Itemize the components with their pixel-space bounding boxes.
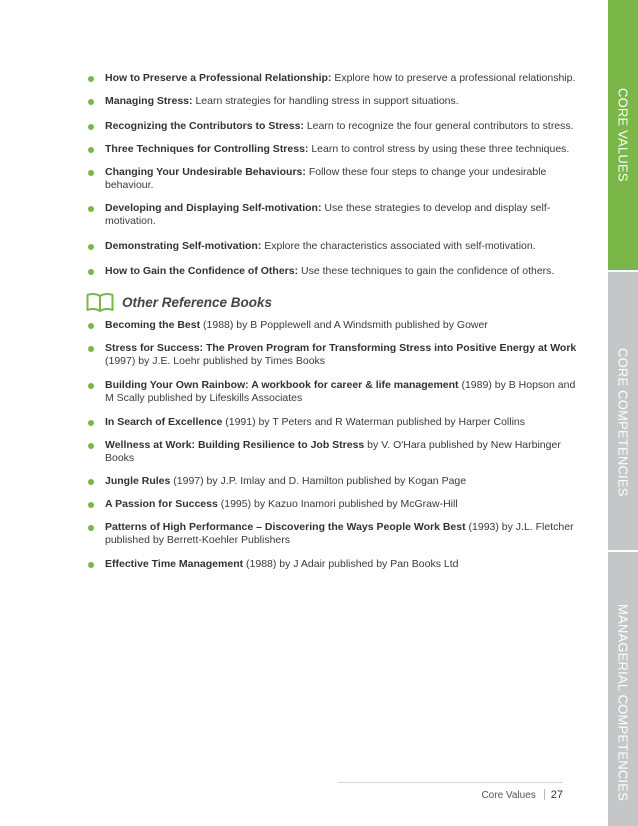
page-footer: [338, 789, 563, 801]
list-item: How to Preserve a Professional Relationship: Explore how to preserve a professional relationship.: [86, 72, 586, 85]
tab-core-values[interactable]: [608, 0, 638, 270]
list-item: Stress for Success: The Proven Program for Transforming Stress into Positive Energy at Work (1997) by J.E. Loehr published by Times Books: [86, 342, 586, 368]
list-item: Patterns of High Performance – Discovering the Ways People Work Best (1993) by J.L. Fletcher published by Berrett-Koehler Publishers: [86, 521, 586, 547]
list-item: Recognizing the Contributors to Stress: Learn to recognize the four general contributors to stress.: [86, 120, 586, 133]
list-item: Becoming the Best (1988) by B Popplewell and A Windsmith published by Gower: [86, 319, 586, 332]
list-item: Developing and Displaying Self-motivation: Use these strategies to develop and display self-motivation.: [86, 202, 586, 228]
topics-list: [86, 72, 586, 288]
tab-core-competencies[interactable]: [608, 272, 638, 550]
footer-separator: [544, 789, 545, 800]
open-book-icon: [86, 292, 114, 312]
list-item: How to Gain the Confidence of Others: Use these techniques to gain the confidence of others.: [86, 265, 586, 278]
tab-label: MANAGERIAL COMPETENCIES: [615, 604, 631, 801]
list-item: Three Techniques for Controlling Stress: Learn to control stress by using these three techniques.: [86, 143, 586, 156]
tab-managerial-competencies[interactable]: [608, 552, 638, 826]
list-item: Jungle Rules (1997) by J.P. Imlay and D. Hamilton published by Kogan Page: [86, 475, 586, 488]
list-item: A Passion for Success (1995) by Kazuo Inamori published by McGraw-Hill: [86, 498, 586, 511]
footer-section-name: Core Values: [481, 790, 536, 801]
list-item: Wellness at Work: Building Resilience to Job Stress by V. O'Hara published by New Harbinger Books: [86, 439, 586, 465]
footer-divider: [338, 782, 563, 783]
list-item: Changing Your Undesirable Behaviours: Follow these four steps to change your undesirable behaviour.: [86, 166, 586, 192]
tab-label: CORE VALUES: [615, 88, 631, 182]
page-number: 27: [550, 789, 563, 801]
list-item: In Search of Excellence (1991) by T Peters and R Waterman published by Harper Collins: [86, 416, 586, 429]
reference-books-list: [86, 319, 586, 581]
tab-label: CORE COMPETENCIES: [615, 348, 631, 497]
section-title: Other Reference Books: [122, 294, 273, 310]
list-item: Demonstrating Self-motivation: Explore the characteristics associated with self-motivation.: [86, 240, 586, 253]
list-item: Managing Stress: Learn strategies for handling stress in support situations.: [86, 95, 586, 108]
list-item: Effective Time Management (1988) by J Adair published by Pan Books Ltd: [86, 558, 586, 571]
list-item: Building Your Own Rainbow: A workbook for career & life management (1989) by B Hopson and M Scally published by Lifeskills Associates: [86, 379, 586, 405]
section-header: [86, 291, 272, 313]
